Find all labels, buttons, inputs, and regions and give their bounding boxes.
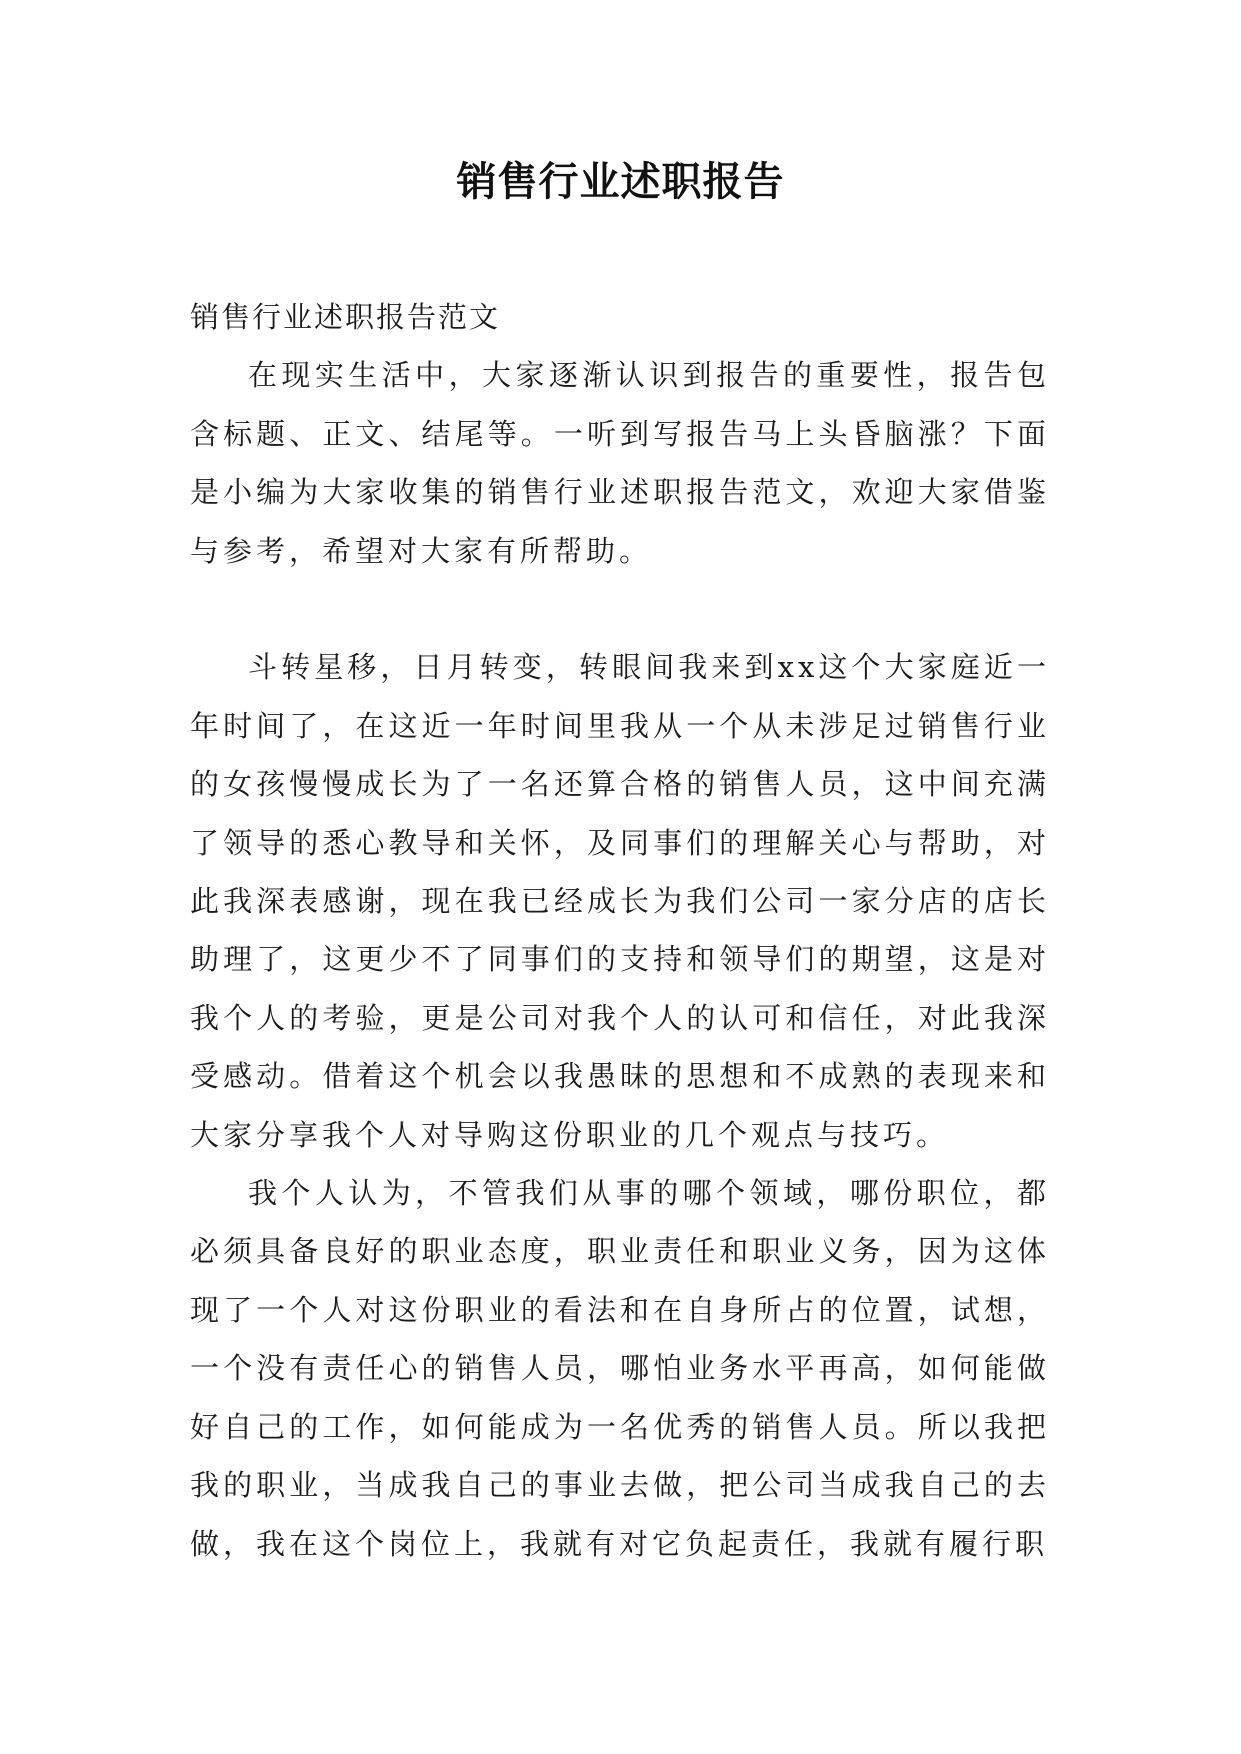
body-paragraph-1: 斗转星移，日月转变，转眼间我来到xx这个大家庭近一年时间了，在这近一年时间里我从一个从未涉足过销售行业的女孩慢慢成长为了一名还算合格的销售人员，这中间充满了领导的悉心教导和关怀，及同事们的理解关心与帮助，对此我深表感谢，现在我已经成长为我们公司一家分店的店长助理了，这更少不了同事们的支持和领导们的期望，这是对我个人的考验，更是公司对我个人的认可和信任，对此我深受感动。借着这个机会以我愚昧的思想和不成熟的表现来和大家分享我个人对导购这份职业的几个观点与技巧。 (190, 650, 1050, 1152)
intro-paragraph: 在现实生活中，大家逐渐认识到报告的重要性，报告包含标题、正文、结尾等。一听到写报告马上头昏脑涨？下面是小编为大家收集的销售行业述职报告范文，欢迎大家借鉴与参考，希望对大家有所帮助。 (190, 358, 1050, 568)
document-subtitle: 销售行业述职报告范文 (190, 300, 501, 334)
document-body (190, 288, 1050, 1573)
document-title: 销售行业述职报告 (456, 159, 785, 205)
body-paragraph-2: 我个人认为，不管我们从事的哪个领域，哪份职位，都必须具备良好的职业态度，职业责任和职业义务，因为这体现了一个人对这份职业的看法和在自身所占的位置，试想，一个没有责任心的销售人员，哪怕业务水平再高，如何能做好自己的工作，如何能成为一名优秀的销售人员。所以我把我的职业，当成我自己的事业去做，把公司当成我自己的去做，我在这个岗位上，我就有对它负起责任，我就有履行职 (190, 1176, 1050, 1561)
paragraph-gap (190, 580, 1050, 638)
